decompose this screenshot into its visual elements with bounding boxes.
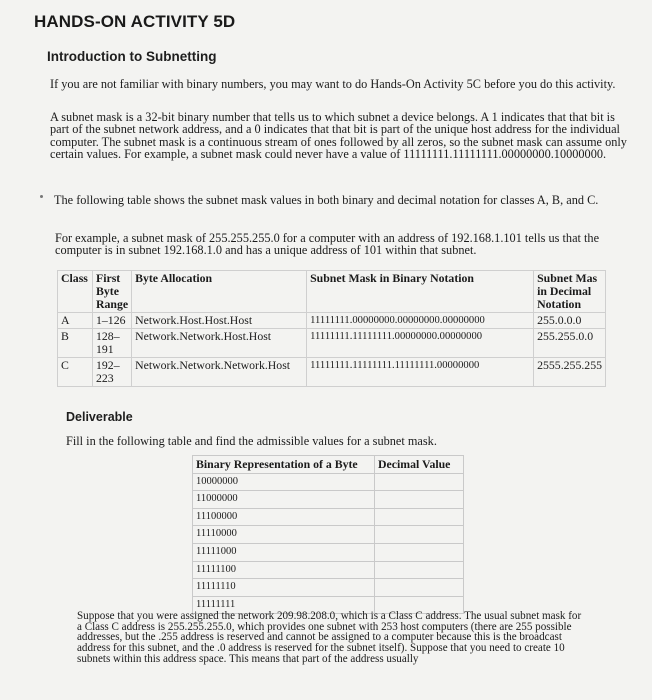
cell-allocation: Network.Network.Network.Host [132,358,307,387]
subnet-mask-paragraph: A subnet mask is a 32-bit binary number that tells us to which subnet a device belongs. A 1 indicates that that bit is part of the subnet network address, and a 0 indicates that that bit is part of the unique host address for the individual computer. The subnet mask is a continuous stream of ones followed by all zeros, so the subnet mask can assume only certain values. For example, a subnet mask could never have a value of 11111111.11111111.00000000.10000000. [50,110,627,162]
cell-decimal-input[interactable] [375,561,464,579]
deliverable-instruction: Fill in the following table and find the admissible values for a subnet mask. [66,434,437,448]
cell-decimal-input[interactable] [375,543,464,561]
table-header-row [193,456,464,474]
table-row [58,313,606,329]
byte-value-table [192,455,464,614]
margin-dot [40,195,43,198]
table-header-row [58,271,606,313]
table-row [193,491,464,509]
cell-binary-byte: 11100000 [193,508,375,526]
cell-binary: 11111111.11111111.11111111.00000000 [307,358,534,387]
table-row [58,358,606,387]
table-row [193,508,464,526]
cell-class: C [58,358,93,387]
cell-range: 1–126 [93,313,132,329]
cell-allocation: Network.Host.Host.Host [132,313,307,329]
cell-binary: 11111111.11111111.00000000.00000000 [307,329,534,358]
cell-decimal-input[interactable] [375,491,464,509]
section-title: Introduction to Subnetting [47,49,217,64]
cell-binary-byte: 11111100 [193,561,375,579]
header-byte-allocation: Byte Allocation [132,271,307,313]
table-row [193,543,464,561]
cell-binary: 11111111.00000000.00000000.00000000 [307,313,534,329]
cell-range: 192–223 [93,358,132,387]
header-decimal-notation: Subnet Mas in Decimal Notation [534,271,606,313]
cell-class: A [58,313,93,329]
cell-decimal-input[interactable] [375,473,464,491]
header-binary-notation: Subnet Mask in Binary Notation [307,271,534,313]
header-binary-byte: Binary Representation of a Byte [193,456,375,474]
header-first-byte-range: First Byte Range [93,271,132,313]
intro-paragraph: If you are not familiar with binary numbers, you may want to do Hands-On Activity 5C before you do this activity. [50,77,616,91]
cell-binary-byte: 10000000 [193,473,375,491]
cell-decimal: 2555.255.255 [534,358,606,387]
cell-binary-byte: 11110000 [193,526,375,544]
example-paragraph: For example, a subnet mask of 255.255.255.0 for a computer with an address of 192.168.1.101 tells us that the computer is in subnet 192.168.1.0 and has a unique address of 101 within that subnet. [55,231,600,258]
cell-range: 128–191 [93,329,132,358]
table-row [193,473,464,491]
table-row [193,526,464,544]
cell-decimal-input[interactable] [375,508,464,526]
cell-decimal-input[interactable] [375,526,464,544]
cell-decimal: 255.255.0.0 [534,329,606,358]
cell-allocation: Network.Network.Host.Host [132,329,307,358]
header-decimal-value: Decimal Value [375,456,464,474]
cell-decimal-input[interactable] [375,579,464,597]
cell-binary-byte: 11111111 [193,596,375,614]
subnet-example-paragraph: Suppose that you were assigned the network 209.98.208.0, which is a Class C address. The usual subnet mask for a Class C address is 255.255.255.0, which provides one subnet with 253 host computers (there are 255 possible addresses, but the .255 address is reserved and cannot be assigned to a computer because this is the broadcast address for this subnet, and the .0 address is reserved for the subnet itself). Suppose that you need to create 10 subnets within this address space. This means that part of the address usually [77,610,582,665]
table-row [193,579,464,597]
header-class: Class [58,271,93,313]
cell-binary-byte: 11000000 [193,491,375,509]
table-row [193,561,464,579]
activity-title: HANDS-ON ACTIVITY 5D [34,12,236,31]
cell-binary-byte: 11111000 [193,543,375,561]
cell-binary-byte: 11111110 [193,579,375,597]
subnet-mask-table [57,270,606,387]
table-intro-paragraph: The following table shows the subnet mask values in both binary and decimal notation for classes A, B, and C. [54,193,599,207]
cell-decimal: 255.0.0.0 [534,313,606,329]
table-row [58,329,606,358]
deliverable-heading: Deliverable [66,410,133,424]
cell-class: B [58,329,93,358]
